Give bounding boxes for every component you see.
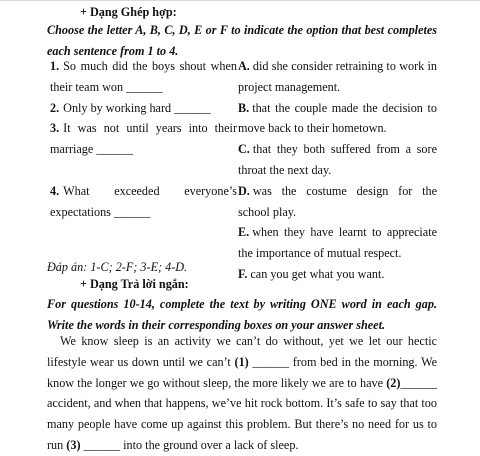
option-text: was the costume design for the school play. (238, 183, 437, 219)
passage-segment: We know sleep is an activity we can’t do without, yet we let our hectic lifestyle wear us down until we can’t (47, 334, 437, 369)
option-text: can you get what you want. (250, 266, 385, 281)
option-letter: D. (238, 183, 250, 198)
gap-1-label: (1) (234, 354, 249, 369)
item-number: 4. (50, 183, 60, 198)
option-letter: C. (238, 142, 250, 157)
option-letter: A. (238, 59, 250, 73)
option-b (238, 98, 437, 140)
item-text: So much did the boys shout when their team won ______ (50, 59, 237, 94)
top-border (0, 0, 480, 1)
item-text: What exceeded everyone’s expectations ______ (50, 183, 237, 219)
option-a (238, 56, 437, 98)
option-text: that the couple made the decision to move back to their hometown. (238, 100, 437, 136)
option-text: when they have learnt to appreciate the importance of mutual respect. (238, 225, 437, 261)
item-text: It was not until years into their marriage ______ (50, 121, 237, 157)
option-letter: E. (238, 225, 250, 240)
option-letter: F. (238, 266, 248, 281)
passage-text (47, 331, 437, 456)
item-2 (50, 98, 237, 119)
answer-key: Đáp án: 1-C; 2-F; 3-E; 4-D. (47, 260, 188, 274)
gap-2-label: (2) (386, 375, 401, 390)
option-text: did she consider retraining to work in project management. (238, 59, 437, 94)
item-4 (50, 181, 237, 223)
option-f (238, 264, 437, 285)
gap-3-label: (3) (66, 437, 81, 452)
item-number: 3. (50, 121, 60, 136)
item-number: 2. (50, 100, 60, 115)
option-text: that they both suffered from a sore throat the next day. (238, 142, 437, 177)
item-3 (50, 118, 237, 160)
section1-instruction: Choose the letter A, B, C, D, E or F to indicate the option that best completes each sentence from 1 to 4. (47, 23, 437, 58)
section2-instruction: For questions 10-14, complete the text by writing ONE word in each gap. Write the words in their corresponding boxes on your answer sheet. (47, 297, 437, 332)
sentence-column (50, 56, 237, 222)
item-1 (50, 56, 237, 98)
passage-segment: ______ from bed in the morning. We know the longer we go without sleep, the more likely we are to have (47, 354, 437, 390)
section1-heading: + Dạng Ghép hợp: (80, 5, 177, 19)
item-number: 1. (50, 59, 60, 73)
section2-heading: + Dạng Trả lời ngắn: (80, 277, 189, 291)
option-d (238, 181, 437, 223)
option-letter: B. (238, 100, 250, 115)
option-c (238, 139, 437, 181)
passage-segment: ______ into the ground over a lack of sleep. (80, 437, 299, 452)
option-column (238, 56, 437, 285)
option-e (238, 222, 437, 264)
item-text: Only by working hard ______ (63, 100, 211, 115)
passage-segment: ______ accident, and when that happens, we’ve hit rock bottom. It’s safe to say that too many people have come up against this problem. But there’s no need for us to run (47, 375, 437, 452)
